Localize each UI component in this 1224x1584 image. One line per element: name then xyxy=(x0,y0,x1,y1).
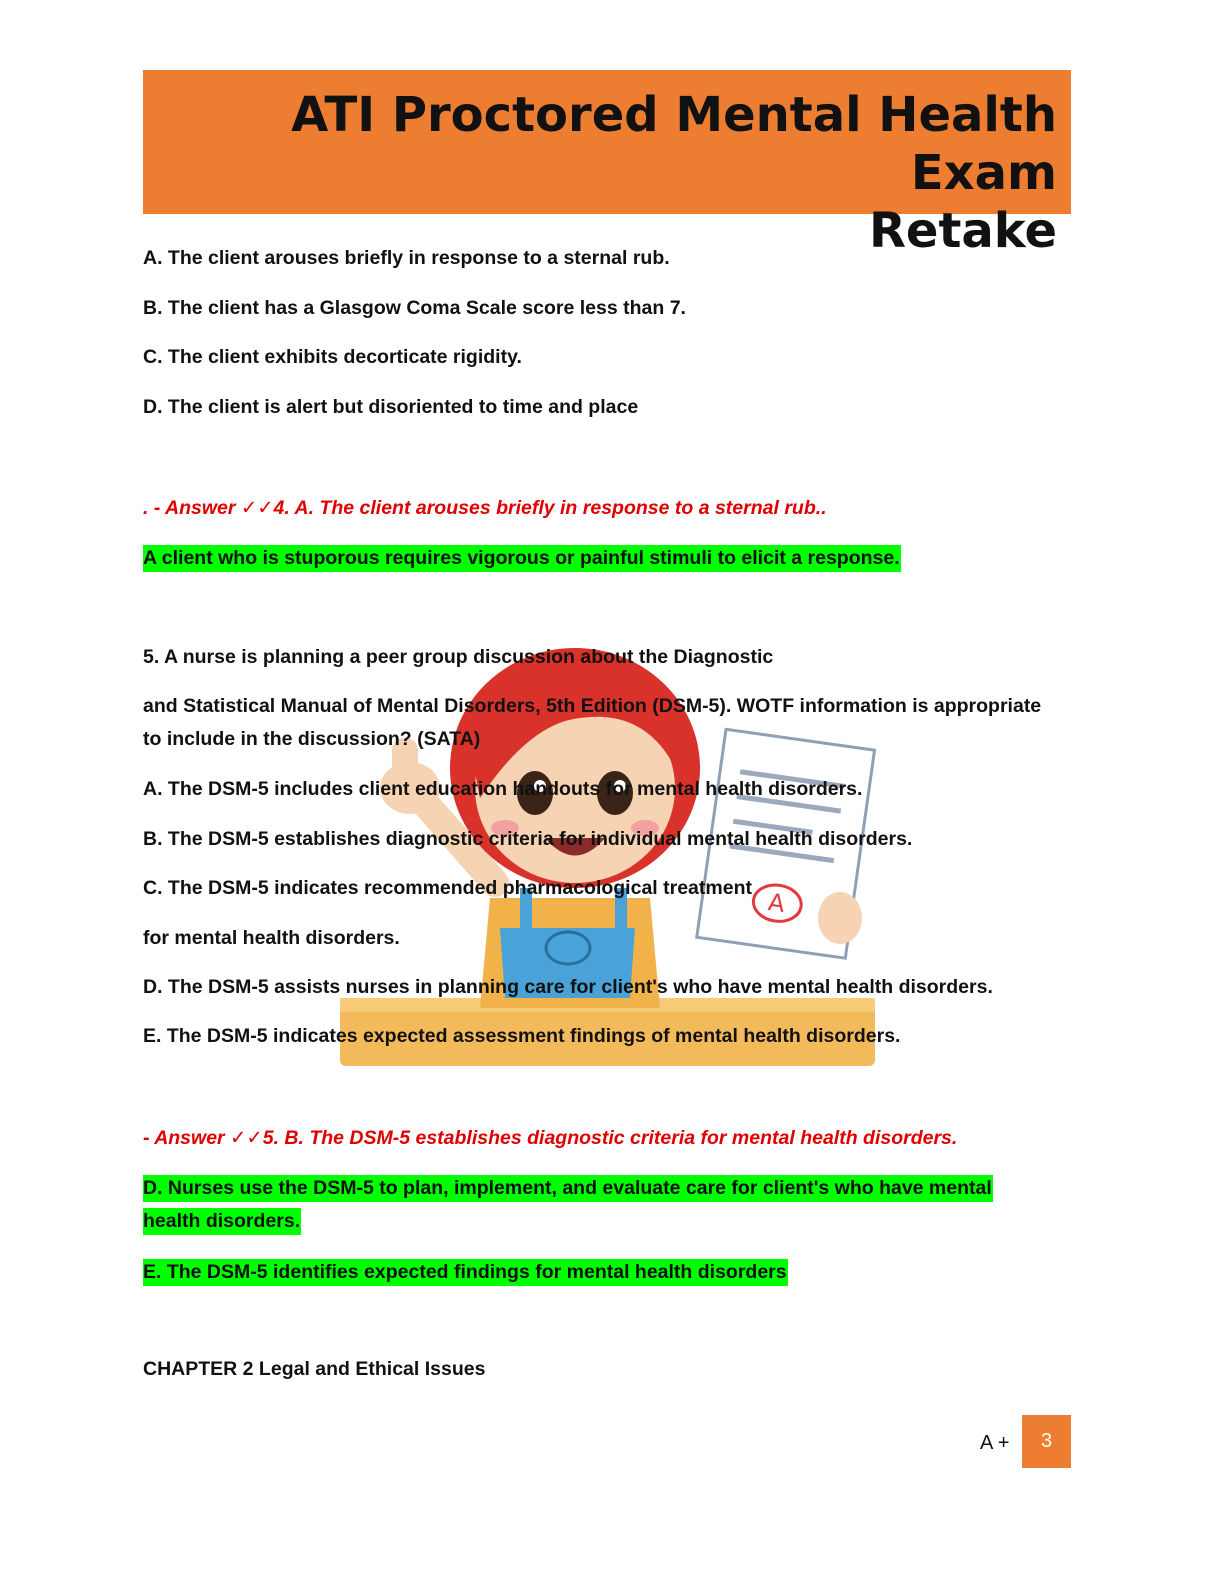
chapter-heading: CHAPTER 2 Legal and Ethical Issues xyxy=(143,1358,486,1380)
q4-option-d: D. The client is alert but disoriented to time and place xyxy=(143,396,639,418)
q4-option-b: B. The client has a Glasgow Coma Scale score less than 7. xyxy=(143,297,686,319)
q5-option-b: B. The DSM-5 establishes diagnostic criteria for individual mental health disorders. xyxy=(143,828,913,850)
q5-option-c-cont: for mental health disorders. xyxy=(143,927,400,949)
q5-option-a: A. The DSM-5 includes client education handouts for mental health disorders. xyxy=(143,778,863,800)
footer-grade: A + xyxy=(980,1432,1010,1454)
q4-option-c: C. The client exhibits decorticate rigidity. xyxy=(143,346,522,368)
q5-stem-line2: and Statistical Manual of Mental Disorders, 5th Edition (DSM-5). WOTF information is appropriate to include in the discussion? (SATA) xyxy=(143,695,1042,750)
q5-option-c: C. The DSM-5 indicates recommended pharmacological treatment xyxy=(143,877,752,899)
q5-stem-line1: 5. A nurse is planning a peer group discussion about the Diagnostic xyxy=(143,646,774,668)
q4-answer: . - Answer ✓✓4. A. The client arouses briefly in response to a sternal rub.. xyxy=(143,497,827,519)
q4-rationale: A client who is stuporous requires vigorous or painful stimuli to elicit a response. xyxy=(143,545,901,572)
q5-rationale-e: E. The DSM-5 identifies expected findings for mental health disorders xyxy=(143,1259,788,1286)
grade-badge-text: A xyxy=(766,888,787,919)
page-title: ATI Proctored Mental Health Exam Retake xyxy=(291,87,1057,259)
q4-option-a: A. The client arouses briefly in response to a sternal rub. xyxy=(143,247,670,269)
q5-answer: - Answer ✓✓5. B. The DSM-5 establishes diagnostic criteria for mental health disorders. xyxy=(143,1127,958,1149)
page-number: 3 xyxy=(1022,1415,1071,1468)
q5-option-d: D. The DSM-5 assists nurses in planning care for client's who have mental health disorders. xyxy=(143,976,993,998)
q5-rationale-d: D. Nurses use the DSM-5 to plan, implement, and evaluate care for client's who have mental health disorders. xyxy=(143,1175,993,1235)
q5-option-e: E. The DSM-5 indicates expected assessment findings of mental health disorders. xyxy=(143,1025,901,1047)
